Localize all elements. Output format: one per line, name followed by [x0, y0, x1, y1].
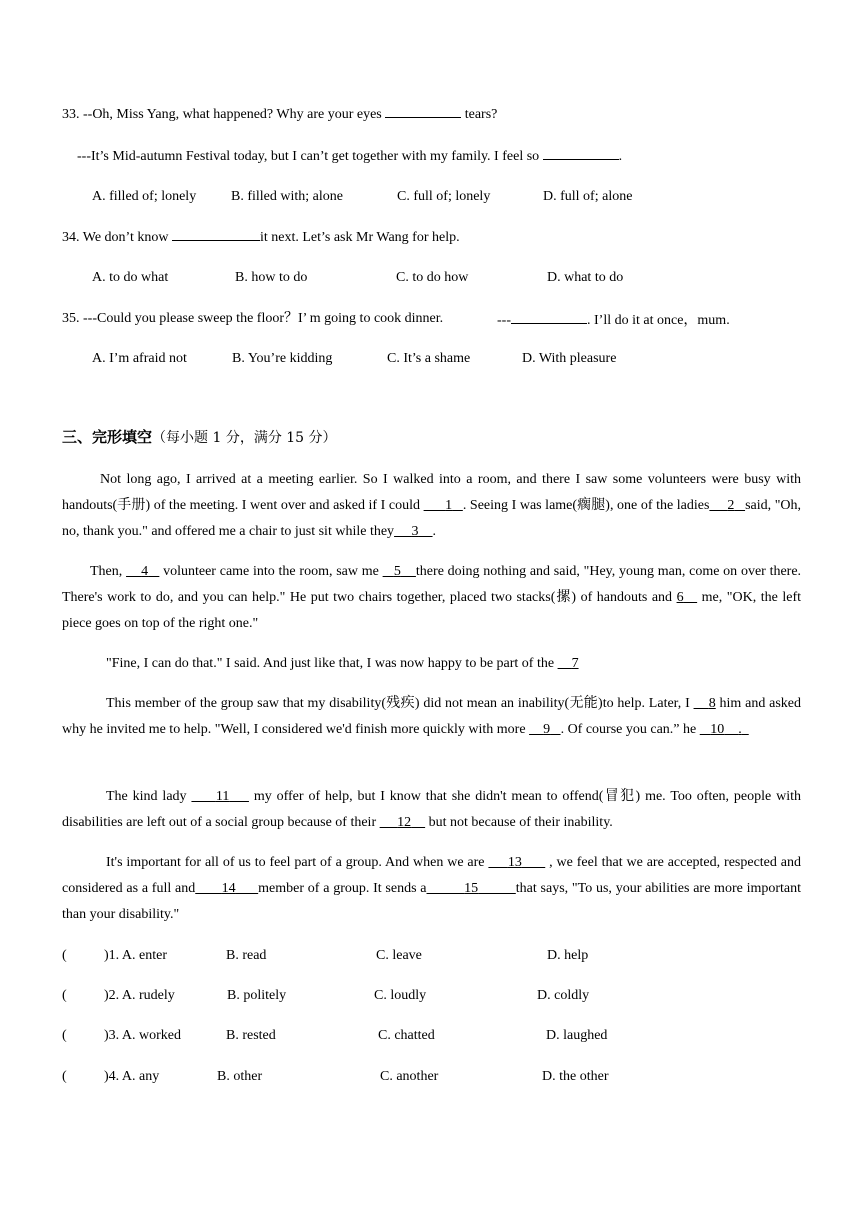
passage-text: that says, "To us, your abilities are more important than your disability." — [62, 881, 802, 922]
answer-option-d[interactable]: D. coldly — [537, 988, 590, 1003]
answer-option-a[interactable]: )3. A. worked — [104, 1028, 181, 1043]
answer-option-b[interactable]: B. rested — [226, 1028, 276, 1043]
passage-paragraph-3 — [62, 651, 801, 677]
q35-option-b[interactable]: B. You’re kidding — [232, 351, 333, 366]
q33-text-c: ---It’s Mid-autumn Festival today, but I can’t get together with my family. I feel so — [77, 149, 543, 164]
cloze-blank-14[interactable]: 14 — [221, 881, 236, 896]
cloze-blank-8[interactable]: 8 — [708, 696, 716, 711]
q34-option-d[interactable]: D. what to do — [547, 270, 624, 285]
q35-option-a[interactable]: A. I’m afraid not — [92, 351, 187, 366]
q33-text-b: tears? — [461, 107, 498, 122]
answer-option-c[interactable]: C. chatted — [378, 1028, 435, 1043]
q33-option-a[interactable]: A. filled of; lonely — [92, 189, 197, 204]
answer-option-c[interactable]: C. loudly — [374, 988, 427, 1003]
q33-text-a: 33. --Oh, Miss Yang, what happened? Why are your eyes — [62, 107, 386, 122]
passage-paragraph-2 — [62, 559, 801, 637]
passage-text: "Fine, I can do that." I said. And just like that, I was now happy to be part of the — [106, 656, 558, 671]
passage-text: volunteer came into the room, saw me — [159, 564, 383, 579]
q33-option-c[interactable]: C. full of; lonely — [397, 189, 491, 204]
cloze-blank-11[interactable]: 11 — [215, 789, 230, 804]
passage-text: , we feel that we are accepted, respected and considered as a full and — [62, 855, 802, 896]
cloze-blank-9[interactable]: 9 — [543, 722, 551, 737]
passage-text: This member of the group saw that my disability(残疾) did not mean an inability(无能)to help. Later, I — [106, 696, 694, 711]
passage-paragraph-6 — [62, 850, 801, 928]
cloze-blank-7[interactable]: 7 — [571, 656, 579, 671]
answer-option-b[interactable]: B. other — [217, 1069, 263, 1084]
section-title: 三、完形填空 — [62, 428, 153, 446]
answer-option-a[interactable]: )1. A. enter — [104, 948, 167, 963]
answer-option-b[interactable]: B. politely — [227, 988, 287, 1003]
cloze-blank-5[interactable]: 5 — [393, 564, 401, 579]
q35-option-d[interactable]: D. With pleasure — [522, 351, 617, 366]
passage-paragraph-5 — [62, 784, 801, 836]
q35-text-c: . I’ll do it at once，mum. — [587, 313, 730, 328]
answer-paren[interactable]: ( — [62, 948, 67, 963]
q35-text-a: 35. ---Could you please sweep the floor？I’ m going to cook dinner. — [62, 311, 444, 326]
section-note: （每小题 1 分，满分 15 分） — [152, 430, 337, 446]
question-33-stem-line2 — [77, 145, 622, 167]
section-heading — [62, 427, 337, 449]
answer-option-d[interactable]: D. laughed — [546, 1028, 608, 1043]
passage-text: me, "OK, the left piece goes on top of the right one." — [62, 590, 801, 631]
passage-text: said, "Oh, no, thank you." and offered me a chair to just sit while they — [62, 498, 802, 539]
q34-option-c[interactable]: C. to do how — [396, 270, 469, 285]
cloze-blank-3[interactable]: 3 — [411, 524, 419, 539]
passage-text: there doing nothing and said, "Hey, young man, come on over there. There's work to do, and you can help." He put two chairs together, placed two stacks(摞) of handouts and — [62, 564, 802, 605]
passage-text: him and asked why he invited me to help. "Well, I considered we'd finish more quickly with more — [62, 696, 802, 737]
q34-text-a: 34. We don’t know — [62, 230, 172, 245]
passage-text: It's important for all of us to feel part of a group. And when we are — [106, 855, 489, 870]
answer-paren[interactable]: ( — [62, 988, 67, 1003]
cloze-blank-1[interactable]: 1 — [445, 498, 453, 513]
cloze-blank-15[interactable]: 15 — [464, 881, 479, 896]
cloze-blank-12[interactable]: 12 — [397, 815, 412, 830]
q34-option-b[interactable]: B. how to do — [235, 270, 308, 285]
cloze-blank-10[interactable]: 10 . — [710, 722, 742, 737]
answer-option-d[interactable]: D. the other — [542, 1069, 609, 1084]
passage-text: member of a group. It sends a — [258, 881, 427, 896]
question-33-stem-line1 — [62, 103, 497, 125]
q33-option-d[interactable]: D. full of; alone — [543, 189, 633, 204]
passage-text: . Seeing I was lame(瘸腿), one of the ladies — [462, 498, 710, 513]
passage-text: Then, — [90, 564, 127, 579]
passage-text: . Of course you can.” he — [560, 722, 700, 737]
passage-text: but not because of their inability. — [425, 815, 613, 830]
passage-paragraph-1: Not long ago, I arrived at a meeting earlier. So I walked into a room, and there I saw some volunteers were busy with handouts(手册) of the meeting. I went over and asked if I could 1 . Seeing I was lame(瘸腿), one of the ladies 2 said, "Oh, no, thank you." and offered me a chair to just sit while they 3 . — [62, 472, 802, 539]
answer-option-c[interactable]: C. another — [380, 1069, 439, 1084]
q34-text-b: it next. Let’s ask Mr Wang for help. — [259, 230, 460, 245]
q33-option-b[interactable]: B. filled with; alone — [231, 189, 343, 204]
answer-option-c[interactable]: C. leave — [376, 948, 422, 963]
answer-option-b[interactable]: B. read — [226, 948, 267, 963]
answer-option-d[interactable]: D. help — [547, 948, 589, 963]
passage-text: The kind lady — [106, 789, 192, 804]
question-35-stem — [62, 309, 443, 329]
q34-option-a[interactable]: A. to do what — [92, 270, 169, 285]
question-35-reply — [497, 309, 730, 331]
cloze-blank-6[interactable]: 6 — [676, 590, 684, 605]
answer-paren[interactable]: ( — [62, 1069, 67, 1084]
passage-text: my offer of help, but I know that she didn't mean to offend(冒犯) me. Too often, people with disabilities are left out of a social group because of their — [62, 789, 802, 830]
q33-text-d: . — [618, 149, 623, 164]
passage-paragraph-4 — [62, 691, 801, 743]
answer-option-a[interactable]: )4. A. any — [104, 1069, 160, 1084]
answer-blank[interactable] — [543, 145, 619, 160]
answer-blank[interactable] — [511, 309, 587, 324]
passage-text: Not long ago, I arrived at a meeting earlier. So I walked into a room, and there I saw some volunteers were busy with handouts(手册) of the meeting. I went over and asked if I could — [62, 472, 801, 513]
answer-paren[interactable]: ( — [62, 1028, 67, 1043]
answer-blank[interactable] — [385, 103, 461, 118]
question-34-stem — [62, 226, 460, 248]
q35-option-c[interactable]: C. It’s a shame — [387, 351, 471, 366]
q35-text-b: --- — [497, 313, 511, 328]
cloze-blank-2[interactable]: 2 — [727, 498, 735, 513]
cloze-blank-13[interactable]: 13 — [507, 855, 522, 870]
answer-blank[interactable] — [172, 226, 260, 241]
cloze-blank-4[interactable]: 4 — [141, 564, 149, 579]
answer-option-a[interactable]: )2. A. rudely — [104, 988, 175, 1003]
